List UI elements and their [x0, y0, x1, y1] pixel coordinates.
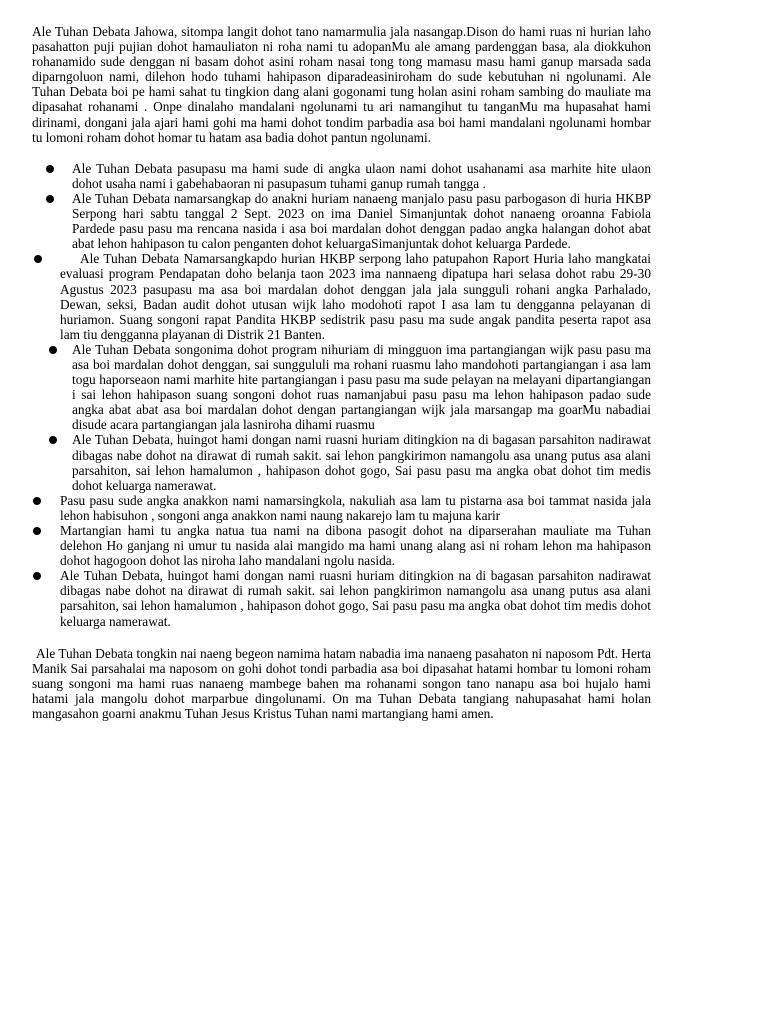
closing-paragraph: Ale Tuhan Debata tongkin nai naeng begeon namima hatam nabadia ima nanaeng pasahaton ni naposom Pdt. Herta Manik Sai parsahalai ma naposom on gohi dohot tondi parbadia asa boi dipasahat hatami hombar tu lomoni roham suang songoni ma hami ruas nanaeng mambege bahen ma rohanami songon tano nanapu asa boi hujalo hami hatami jala mangolu dohot marparbue dingolunami. On ma Tuhan Debata tangiang nahupasahat hami holan mangasahon goarni anakmu Tuhan Jesus Kristus Tuhan nami martangiang hami amen.	[32, 645, 651, 722]
bullet-icon	[49, 436, 57, 444]
bullet-icon	[46, 195, 54, 203]
document-body	[32, 24, 651, 721]
bullet-icon	[33, 527, 41, 535]
prayer-item-text: Martangian hami tu angka natua tua nami na dibona pasogit dohot na diparserahan mauliate ma Tuhan delehon Ho ganjang ni umur tu nasida alai mangido ma hami unang alang asi ni roham lehon ma hahipason dohot hagogoon dohot las niroha laho mandalani ngolu nasida.	[60, 523, 651, 569]
list-item	[32, 161, 651, 191]
bullet-icon	[34, 255, 42, 263]
prayer-item-text: Ale Tuhan Debata Namarsangkapdo hurian HKBP serpong laho patupahon Raport Huria laho mangkatai evaluasi program Pendapatan doho belanja taon 2023 ima nannaeng dipatupa hari selasa dohot rabu 29-30 Agustus 2023 pasupasu ma asa boi mardalan dohot denggan jala jala sungguli rohani angka Parhalado, Dewan, seksi, Badan audit dohot utusan wijk laho modohoti rapot I asa lam tu dengganna pelayanan di huriamon. Suang songoni rapat Pandita HKBP sedistrik pasu pasu ma sude angak pandita peserta rapot asa lam tiu dengganna playanan di Distrik 21 Banten.	[60, 251, 651, 342]
prayer-item-text: Ale Tuhan Debata songonima dohot program nihuriam di mingguon ima partangiangan wijk pasu pasu ma asa boi mardalan dohot denggan, sai sunggululi ma rohani ruasmu laho mandohoti partangiangan i asa lam togu haporseaon nami marhite hite partangiangan i pasu pasu ma sude pelayan na melayani dipartangiangan i sai lehon hahipason suang songoni dohot ruas namanjabui pasu pasu ma lehon hahipason padao sude angka abat abat asa boi mardalan dohot dengan partangiangan wijk jala marsangap ma goarMu nabadiai disude acara partangiangan jala lasniroha dihami ruasmu	[72, 341, 651, 433]
prayer-item-text: Ale Tuhan Debata pasupasu ma hami sude di angka ulaon nami dohot usahanami asa marhite hite ulaon dohot usaha nami i gabehabaoran ni pasupasum tuhami ganup rumah tangga .	[72, 160, 651, 191]
bullet-icon	[49, 346, 57, 354]
prayer-item-text: Pasu pasu sude angka anakkon nami namarsingkola, nakuliah asa lam tu pistarna asa boi tammat nasida jala lehon habisuhon , songoni anga anakkon nami naung nakarejo lam tu majuna karir	[60, 492, 651, 523]
list-item	[32, 191, 651, 251]
prayer-item-text: Ale Tuhan Debata, huingot hami dongan nami ruasni huriam ditingkion na di bagasan parsahiton nadirawat dibagas nabe dohot na dirawat di rumah sakit. sai lehon pangkirimon namangolu asa unang putus asa alani parsahiton, sai lehon hamalumon , hahipason dohot gogo, Sai pasu pasu ma angka obat dohot tim medis dohot keluarga namerawat.	[72, 432, 651, 493]
list-item	[32, 432, 651, 492]
list-item	[32, 493, 651, 523]
list-item	[32, 568, 651, 628]
bullet-icon	[33, 572, 41, 580]
list-item	[32, 523, 651, 568]
opening-paragraph: Ale Tuhan Debata Jahowa, sitompa langit dohot tano namarmulia jala nasangap.Dison do hami ruas ni hurian laho pasahatton puji pujian dohot hamauliaton ni roha nami tu adopanMu ale amang pardenggan basa, ala diokkuhon rohanamido sude denggan ni basam dohot asini roham nasai tong tong mamasu masu hami ganup marsada sada diparngoluon nami, dilehon hodo tuhami hahipason diparadeasiniroham do sude kebutuhan ni ngolunami. Ale Tuhan Debata boi pe hami sahat tu tingkion dang alani gogonami tung holan asini roham sambing do mauliate ma dipasahat rohanami . Onpe dinalaho mandalani ngolunami tu ari namangihut tu tanganMu ma hupasahat hami dirinami, dongani jala ajari hami gohi ma hami dohot tondim parbadia asa boi hami mandalani ngolunami hombar tu lomoni roham dohot homar tu hatam asa badia dohot pantun ngolunami.	[32, 24, 651, 145]
bullet-icon	[33, 497, 41, 505]
list-item	[32, 342, 651, 433]
bullet-icon	[46, 165, 54, 173]
prayer-item-text: Ale Tuhan Debata namarsangkap do anakni huriam nanaeng manjalo pasu pasu parbogason di huria HKBP Serpong hari sabtu tanggal 2 Sept. 2023 on ima Daniel Simanjuntak dohot nanaeng oroanna Fabiola Pardede pasu pasu ma rencana nasida i asa boi mardalan dohot denggan padao angka halangan dohot abat abat lehon hahipason tu calon penganten dohot keluargaSimanjuntak dohot keluarga Pardede.	[72, 190, 651, 252]
prayer-list	[32, 161, 651, 629]
list-item	[32, 251, 651, 342]
prayer-item-text: Ale Tuhan Debata, huingot hami dongan nami ruasni huriam ditingkion na di bagasan parsahiton nadirawat dibagas nabe dohot na dirawat di rumah sakit. sai lehon pangkirimon namangolu asa unang putus asa alani parsahiton, sai lehon hamalumon , hahipason dohot gogo, Sai pasu pasu ma angka obat dohot tim medis dohot keluarga namerawat.	[60, 568, 651, 629]
